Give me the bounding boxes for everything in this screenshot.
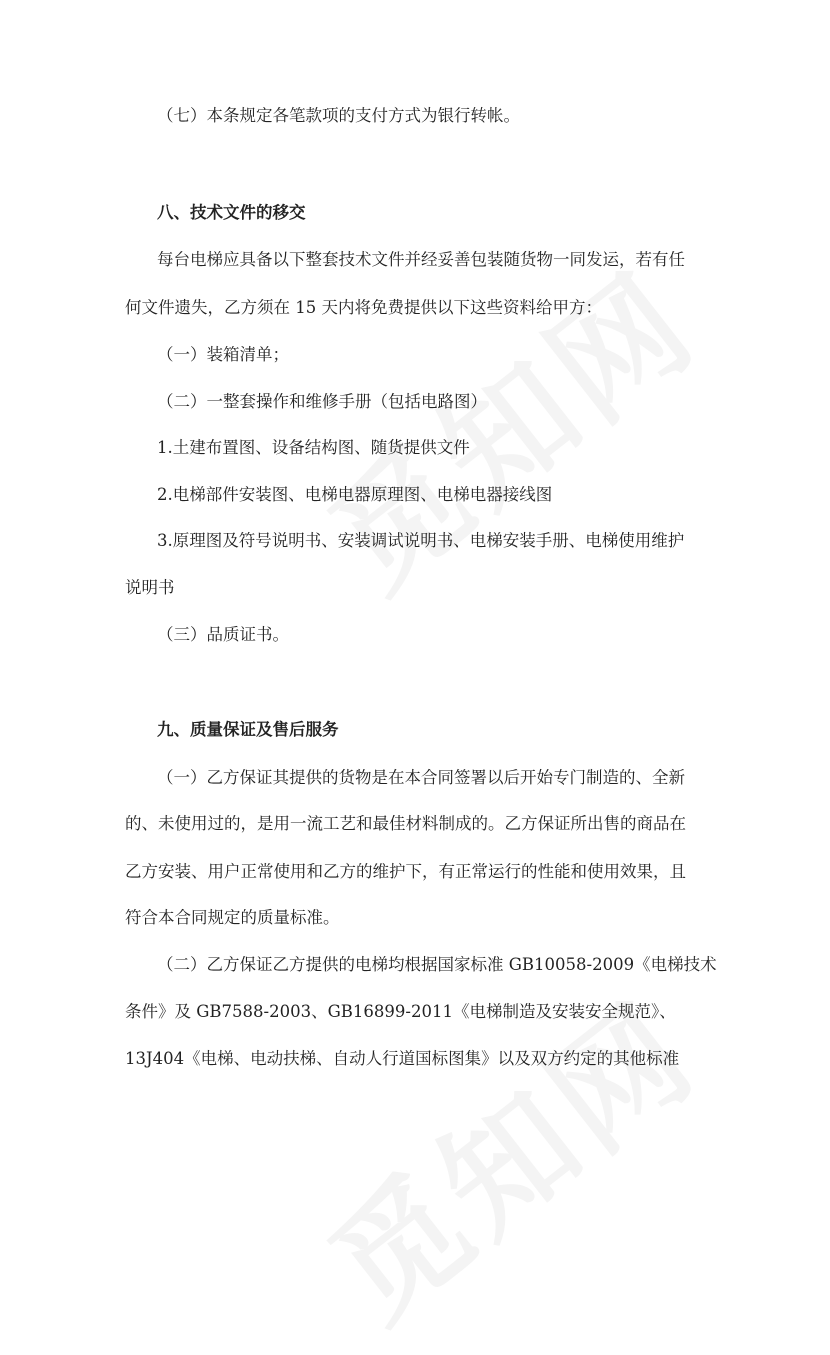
watermark	[286, 222, 727, 624]
paragraph-line: 何文件遗失，乙方须在 15 天内将免费提供以下这些资料给甲方：	[125, 298, 602, 317]
paragraph-line: 条件》及 GB7588-2003、GB16899-2011《电梯制造及安装安全规范》、	[125, 1002, 676, 1021]
list-item-continuation: 说明书	[125, 578, 175, 597]
section-heading-9: 九、质量保证及售后服务	[157, 720, 339, 739]
list-item: 2.电梯部件安装图、电梯电器原理图、电梯电器接线图	[157, 485, 553, 504]
paragraph-line: （二）乙方保证乙方提供的电梯均根据国家标准 GB10058-2009《电梯技术	[157, 955, 717, 974]
list-item: （一）装箱清单；	[157, 345, 289, 364]
paragraph-line: （一）乙方保证其提供的货物是在本合同签署以后开始专门制造的、全新	[157, 768, 685, 787]
paragraph-line: 乙方安装、用户正常使用和乙方的维护下，有正常运行的性能和使用效果，且	[125, 862, 686, 881]
paragraph-line: （七）本条规定各笔款项的支付方式为银行转帐。	[157, 106, 520, 125]
paragraph-line: 每台电梯应具备以下整套技术文件并经妥善包装随货物一同发运，若有任	[157, 250, 685, 269]
list-item: （二）一整套操作和维修手册（包括电路图）	[157, 392, 487, 411]
list-item: 3.原理图及符号说明书、安装调试说明书、电梯安装手册、电梯使用维护	[157, 531, 685, 550]
paragraph-line: 的、未使用过的，是用一流工艺和最佳材料制成的。乙方保证所出售的商品在	[125, 814, 686, 833]
list-item: （三）品质证书。	[157, 625, 289, 644]
list-item: 1.土建布置图、设备结构图、随货提供文件	[157, 438, 470, 457]
paragraph-line: 13J404《电梯、电动扶梯、自动人行道国标图集》以及双方约定的其他标准	[125, 1049, 680, 1068]
section-heading-8: 八、技术文件的移交	[157, 203, 306, 222]
paragraph-line: 符合本合同规定的质量标准。	[125, 908, 340, 927]
